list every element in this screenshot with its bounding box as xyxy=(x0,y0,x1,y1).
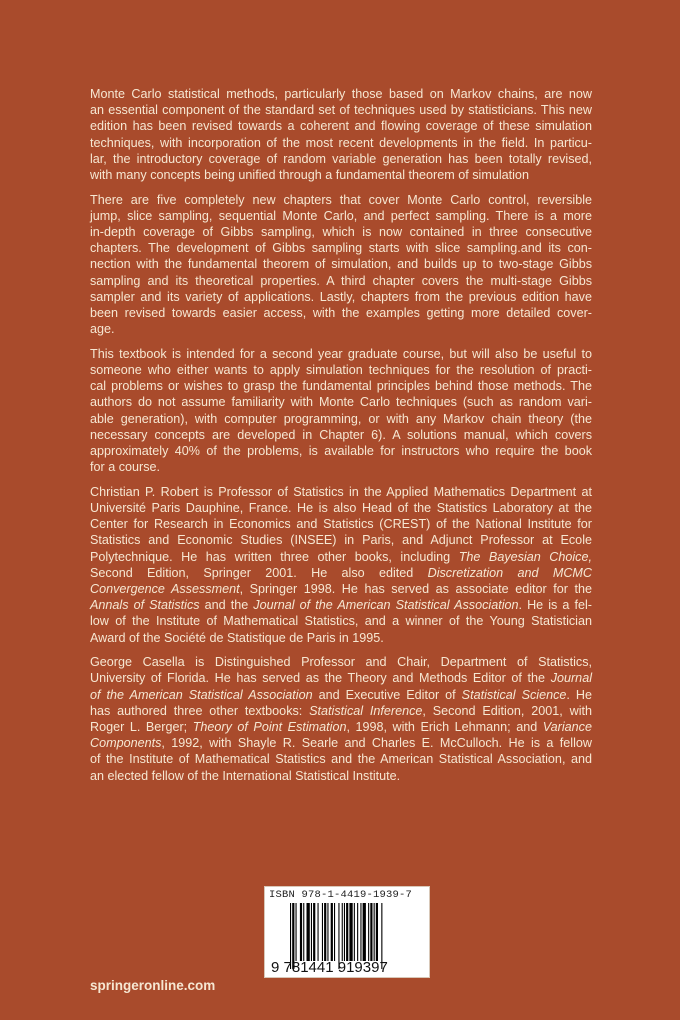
text-line xyxy=(90,240,592,256)
text-segment: Monte Carlo statistical methods, particularly those based on Markov chains, are now xyxy=(90,87,592,101)
text-line xyxy=(90,719,592,735)
text-segment: able generation), with computer programming, or with any Markov chain theory (the xyxy=(90,411,592,426)
barcode-bar xyxy=(334,903,335,961)
text-segment: , 1998, with Erich Lehmann; and xyxy=(346,719,543,734)
barcode-bar xyxy=(349,903,352,961)
text-line xyxy=(90,768,592,784)
text-segment: age. xyxy=(90,322,115,337)
text-segment: in-depth coverage of Gibbs sampling, which is now contained in three consecutive xyxy=(90,225,592,239)
text-line xyxy=(90,273,592,289)
text-segment: for a course. xyxy=(90,460,160,475)
text-segment: Statistics and Economic Studies (INSEE) in Paris, and Adjunct Professor at Ecole xyxy=(90,533,592,548)
italic-title: Annals of Statistics xyxy=(90,598,200,613)
text-line xyxy=(90,289,592,305)
text-segment: Roger L. Berger; xyxy=(90,719,193,734)
text-line xyxy=(90,500,592,516)
barcode-bar xyxy=(342,903,343,961)
italic-title: Components xyxy=(90,736,162,751)
text-segment: necessary concepts are developed in Chapter 6). A solutions manual, which covers xyxy=(90,427,592,442)
website-link[interactable]: springeronline.com xyxy=(90,978,216,993)
text-line xyxy=(90,630,592,646)
text-line xyxy=(90,459,592,475)
text-segment: , Springer 1998. He has served as associate editor for the xyxy=(239,581,592,596)
text-segment: This textbook is intended for a second year graduate course, but will also be useful to xyxy=(90,346,592,361)
text-segment: , 1992, with Shayle R. Searle and Charles E. McCulloch. He is a fellow xyxy=(161,736,592,751)
italic-title: Theory of Point Estimation xyxy=(192,719,347,734)
text-line xyxy=(90,549,592,565)
text-segment: cal problems or wishes to grasp the fundamental principles behind those methods. The xyxy=(90,379,592,394)
text-segment: edition has been revised towards a coherent and flowing coverage of these simulation xyxy=(90,119,592,134)
text-line xyxy=(90,703,592,719)
text-segment: authors do not assume familiarity with Monte Carlo techniques (such as random vari- xyxy=(90,395,592,410)
italic-title: Journal of the American Statistical Association xyxy=(253,598,519,613)
text-segment: with many concepts being unified through a fundamental theorem of simulation xyxy=(90,167,529,182)
text-segment: Université Paris Dauphine, France. He is also Head of the Statistics Laboratory at the xyxy=(90,501,592,515)
text-line xyxy=(90,443,592,459)
text-segment: jump, slice sampling, sequential Monte Carlo, and perfect sampling. There is a more xyxy=(90,208,592,223)
text-segment: nection with the fundamental theorem of simulation, and builds up to two-stage Gibbs xyxy=(90,257,592,272)
italic-title: Statistical Science xyxy=(461,687,567,702)
text-line xyxy=(90,151,592,167)
barcode-bar xyxy=(360,903,361,961)
text-segment: approximately 40% of the problems, is available for instructors who require the book xyxy=(90,443,592,458)
paragraph xyxy=(90,192,592,338)
text-line xyxy=(90,305,592,321)
barcode-bar xyxy=(368,903,369,961)
text-line xyxy=(90,86,592,102)
text-line xyxy=(90,378,592,394)
barcode-bar xyxy=(376,903,378,961)
text-segment: Christian P. Robert is Professor of Statistics in the Applied Mathematics Department at xyxy=(90,484,592,499)
text-line xyxy=(90,427,592,443)
isbn-barcode xyxy=(264,886,430,978)
paragraph xyxy=(90,484,592,646)
text-line xyxy=(90,102,592,118)
italic-title: Convergence Assessment xyxy=(90,581,240,596)
text-segment: low of the Institute of Mathematical Statistics, and a winner of the Young Statistician xyxy=(90,614,592,629)
barcode-digits: 9 781441 919397 xyxy=(271,959,388,976)
italic-title: Discretization and MCMC xyxy=(427,565,593,580)
text-line xyxy=(90,654,592,670)
text-segment: someone who either wants to apply simulation techniques for the resolution of practi- xyxy=(90,363,592,377)
text-line xyxy=(90,346,592,362)
barcode-bar xyxy=(322,903,323,961)
isbn-label: ISBN 978-1-4419-1939-7 xyxy=(269,889,413,901)
text-line xyxy=(90,208,592,224)
text-line xyxy=(90,411,592,427)
text-segment: an essential component of the standard set of techniques used by statisticians. This new xyxy=(90,103,592,118)
text-segment: There are five completely new chapters that cover Monte Carlo control, reversible xyxy=(90,192,592,207)
text-line xyxy=(90,565,592,581)
barcode-bar xyxy=(296,903,297,961)
text-segment: chapters. The development of Gibbs sampling starts with slice sampling.and its con- xyxy=(90,241,592,256)
text-segment: Center for Research in Economics and Statistics (CREST) of the National Institute for xyxy=(90,517,592,532)
text-segment: of the Institute of Mathematical Statistics and the American Statistical Association, and xyxy=(90,752,592,767)
text-line xyxy=(90,613,592,629)
paragraph xyxy=(90,346,592,476)
text-line xyxy=(90,362,592,378)
text-segment: . He xyxy=(566,687,592,702)
barcode-bar xyxy=(318,903,319,961)
text-segment: sampler and its variety of applications. Lastly, chapters from the previous edition have xyxy=(90,289,592,304)
text-line xyxy=(90,224,592,240)
text-line xyxy=(90,581,592,597)
barcode-bar xyxy=(363,903,366,961)
text-segment: . He is a fel- xyxy=(518,598,592,613)
barcode-bar xyxy=(331,903,333,961)
text-segment: and the xyxy=(199,598,254,613)
text-segment: Second Edition, Springer 2001. He also edited xyxy=(90,565,428,580)
barcode-bar xyxy=(324,903,326,961)
text-segment: George Casella is Distinguished Professor and Chair, Department of Statistics, xyxy=(90,655,592,670)
text-line xyxy=(90,670,592,686)
text-segment: Polytechnique. He has written three other books, including xyxy=(90,549,459,564)
text-line xyxy=(90,118,592,134)
text-segment: techniques, with incorporation of the most recent developments in the field. In particu- xyxy=(90,135,592,150)
italic-title: Statistical Inference xyxy=(309,703,423,718)
text-segment: University of Florida. He has served as the Theory and Methods Editor of the xyxy=(90,671,551,686)
text-line xyxy=(90,687,592,703)
barcode-bar xyxy=(313,903,315,961)
text-segment: an elected fellow of the International Statistical Institute. xyxy=(90,768,401,783)
text-segment: and Executive Editor of xyxy=(312,687,462,702)
text-line xyxy=(90,532,592,548)
text-line xyxy=(90,135,592,151)
text-line xyxy=(90,167,592,183)
text-line xyxy=(90,256,592,272)
text-segment: has authored three other textbooks: xyxy=(90,703,310,718)
barcode-bar xyxy=(344,903,345,961)
text-line xyxy=(90,516,592,532)
text-line xyxy=(90,597,592,613)
text-line xyxy=(90,192,592,208)
text-line xyxy=(90,321,592,337)
italic-title: Journal xyxy=(550,671,592,686)
text-segment: sampling and its theoretical properties. A third chapter covers the multi-stage Gibbs xyxy=(90,273,592,288)
barcode-bar xyxy=(300,903,302,961)
barcode-bar xyxy=(346,903,348,961)
text-line xyxy=(90,484,592,500)
paragraph xyxy=(90,654,592,784)
barcode-bar xyxy=(374,903,375,961)
text-segment: been revised towards easier access, with the examples getting more detailed cover- xyxy=(90,305,592,320)
paragraph xyxy=(90,86,592,183)
back-cover-text xyxy=(90,86,592,792)
text-segment: lar, the introductory coverage of random variable generation has been totally revised, xyxy=(90,151,592,166)
text-line xyxy=(90,394,592,410)
text-line xyxy=(90,735,592,751)
barcode-bar xyxy=(307,903,310,961)
text-segment: Award of the Société de Statistique de Paris in 1995. xyxy=(90,630,384,645)
text-line xyxy=(90,751,592,767)
barcode-bar xyxy=(311,903,312,961)
italic-title: of the American Statistical Association xyxy=(90,687,313,702)
barcode-bar xyxy=(370,903,372,961)
text-segment: , Second Edition, 2001, with xyxy=(422,703,592,718)
italic-title: The Bayesian Choice, xyxy=(458,549,592,564)
barcode-bar xyxy=(303,903,304,961)
barcode-bar xyxy=(327,903,328,961)
italic-title: Variance xyxy=(542,719,592,734)
barcode-bar xyxy=(357,903,358,961)
barcode-bar xyxy=(354,903,355,961)
